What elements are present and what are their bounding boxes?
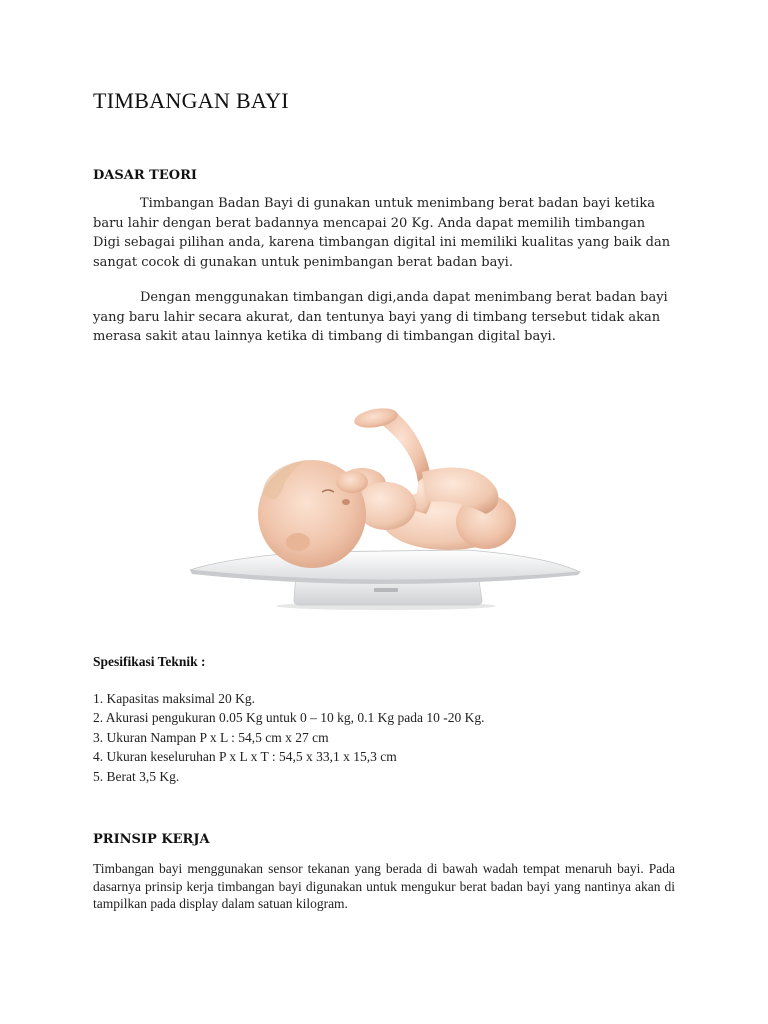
- brand-logo: [374, 588, 398, 592]
- paragraph-dasar-teori-2: [93, 288, 671, 347]
- paragraph-text: Timbangan Badan Bayi di gunakan untuk menimbang berat badan bayi ketika baru lahir dengan berat badannya mencapai 20 Kg. Anda dapat memilih timbangan Digi sebagai pilihan anda, karena timbangan digital ini memiliki kualitas yang baik dan sangat cocok di gunakan untuk penimbangan berat badan bayi.: [93, 196, 671, 270]
- paragraph-text: Dengan menggunakan timbangan digi,anda dapat menimbang berat badan bayi yang baru lahir secara akurat, dan tentunya bayi yang di timbang tersebut tidak akan merasa sakit atau lainnya ketika di timbang di timbangan digital bayi.: [93, 290, 668, 344]
- section-heading-dasar-teori: DASAR TEORI: [93, 168, 197, 183]
- list-item: 4. Ukuran keseluruhan P x L x T : 54,5 x 33,1 x 15,3 cm: [93, 749, 397, 765]
- baby-scale-image: [186, 402, 582, 612]
- paragraph-prinsip-kerja: Timbangan bayi menggunakan sensor tekanan yang berada di bawah wadah tempat menaruh bayi. Pada dasarnya prinsip kerja timbangan bayi digunakan untuk mengukur berat badan bayi yang nantinya akan di tampilkan pada display dalam satuan kilogram.: [93, 861, 675, 911]
- paragraph-dasar-teori-1: [93, 194, 671, 272]
- document-title: TIMBANGAN BAYI: [93, 88, 289, 113]
- section-heading-prinsip-kerja: PRINSIP KERJA: [93, 832, 210, 847]
- spec-heading: Spesifikasi Teknik :: [93, 654, 206, 669]
- spec-list: [93, 689, 484, 786]
- list-item: 1. Kapasitas maksimal 20 Kg.: [93, 691, 255, 706]
- list-item: 3. Ukuran Nampan P x L : 54,5 cm x 27 cm: [93, 729, 329, 745]
- list-item: 2. Akurasi pengukuran 0.05 Kg untuk 0 – 10 kg, 0.1 Kg pada 10 -20 Kg.: [93, 710, 485, 726]
- list-item: 5. Berat 3,5 Kg.: [93, 768, 180, 784]
